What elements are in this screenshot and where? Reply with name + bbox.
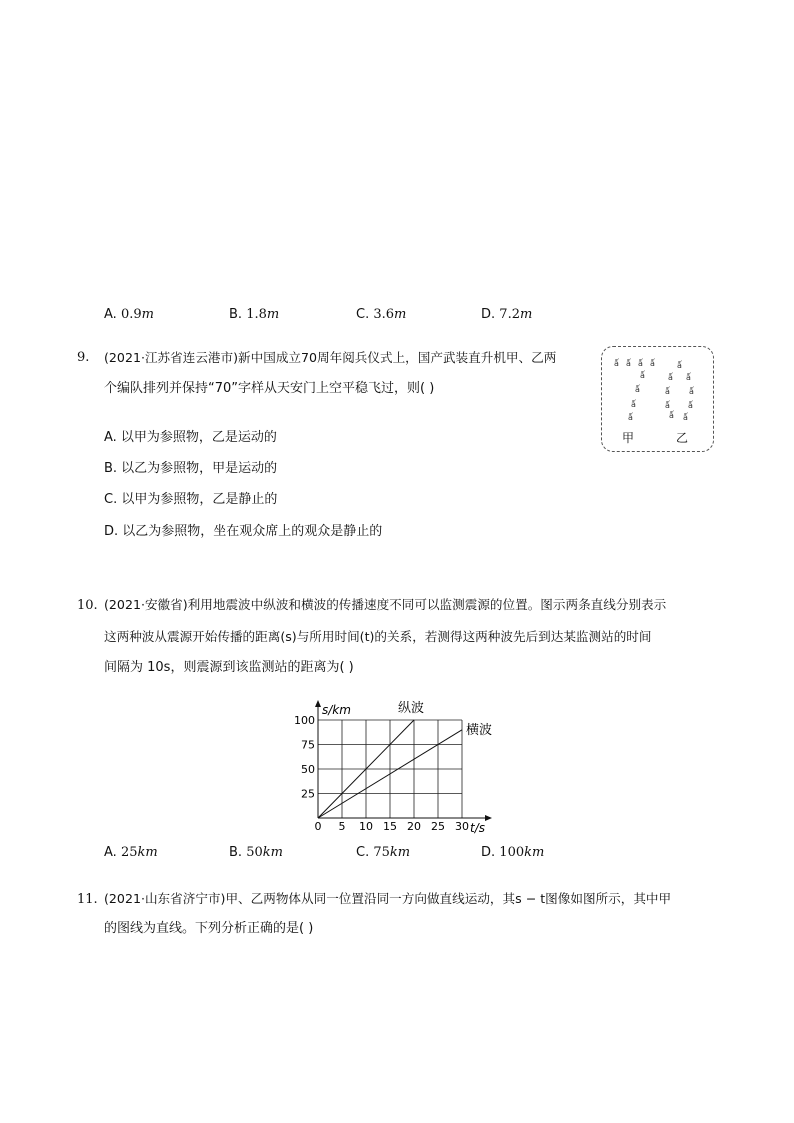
helicopter-icon: ǻ	[669, 411, 674, 420]
helicopter-icon: ǻ	[665, 401, 670, 410]
helicopter-icon: ǻ	[650, 359, 655, 368]
x-tick-label: 30	[455, 820, 469, 833]
y-tick-label: 25	[301, 787, 315, 801]
y-tick-label: 100	[294, 714, 315, 727]
formation-label-yi: 乙	[676, 431, 689, 445]
q10-number: 10.	[77, 598, 98, 613]
x-tick-label: 15	[383, 820, 397, 833]
q10-option-b[interactable]: B. 50km	[229, 845, 283, 860]
helicopter-icon: ǻ	[668, 373, 673, 382]
helicopter-icon: ǻ	[628, 413, 633, 422]
x-tick-label: 5	[338, 820, 346, 833]
x-tick-label: 10	[359, 820, 373, 833]
q10-stem-line2: 这两种波从震源开始传播的距离(s)与所用时间(t)的关系，若测得这两种波先后到达某监测站的时间	[104, 629, 652, 644]
q8-option-b[interactable]: B. 1.8m	[229, 307, 280, 322]
q9-choice-b[interactable]: B. 以乙为参照物，甲是运动的	[104, 461, 278, 476]
q9-choice-a[interactable]: A. 以甲为参照物，乙是运动的	[104, 430, 277, 445]
q10-option-c[interactable]: C. 75km	[356, 845, 411, 860]
helicopter-icon: ǻ	[665, 387, 670, 396]
q10-option-a[interactable]: A. 25km	[104, 845, 158, 860]
q9-stem-line1: (2021·江苏省连云港市)新中国成立70周年阅兵仪式上，国产武装直升机甲、乙两	[104, 350, 557, 365]
q10-option-d[interactable]: D. 100km	[481, 845, 545, 860]
q8-options	[104, 307, 584, 327]
helicopter-icon: ǻ	[626, 359, 631, 368]
y-axis-label: s/km	[322, 703, 351, 717]
helicopter-icon: ǻ	[688, 401, 693, 410]
q11-stem-line2: 的图线为直线。下列分析正确的是( )	[104, 921, 314, 936]
helicopter-icon: ǻ	[614, 359, 619, 368]
helicopter-icon: ǻ	[689, 387, 694, 396]
x-tick-label: 0	[314, 820, 322, 833]
q9-number: 9.	[77, 350, 90, 365]
helicopter-icon: ǻ	[640, 371, 645, 380]
y-tick-label: 75	[301, 738, 315, 752]
helicopter-icon: ǻ	[683, 413, 688, 422]
q10-stem-line3: 间隔为 10s，则震源到该监测站的距离为( )	[104, 660, 354, 675]
q8-option-a[interactable]: A. 0.9m	[104, 307, 154, 322]
x-axis-arrow	[485, 815, 492, 821]
helicopter-icon: ǻ	[677, 361, 682, 370]
x-tick-label: 25	[431, 820, 445, 833]
helicopter-icon: ǻ	[631, 400, 636, 409]
q9-choice-c[interactable]: C. 以甲为参照物，乙是静止的	[104, 492, 278, 507]
q11-stem-line1: (2021·山东省济宁市)甲、乙两物体从同一位置沿同一方向做直线运动，其s − t图像如图所示，其中甲	[104, 891, 672, 906]
formation-label-jia: 甲	[622, 431, 635, 445]
q10-stem-line1: (2021·安徽省)利用地震波中纵波和横波的传播速度不同可以监测震源的位置。图示两条直线分别表示	[104, 597, 667, 612]
helicopter-icon: ǻ	[638, 359, 643, 368]
q9-choice-d[interactable]: D. 以乙为参照物，坐在观众席上的观众是静止的	[104, 524, 383, 539]
q8-option-d[interactable]: D. 7.2m	[481, 307, 533, 322]
helicopter-icon: ǻ	[686, 373, 691, 382]
series-label-transverse: 横波	[466, 722, 493, 738]
y-tick-label: 50	[301, 763, 315, 776]
x-axis-label: t/s	[470, 821, 485, 835]
x-tick-label: 20	[407, 820, 421, 833]
q8-option-c[interactable]: C. 3.6m	[356, 307, 407, 322]
q11-number: 11.	[77, 892, 98, 907]
helicopter-icon: ǻ	[635, 385, 640, 394]
series-label-longitudinal: 纵波	[398, 701, 425, 716]
q10-options	[104, 845, 584, 865]
q9-formation-figure	[601, 346, 714, 452]
seismic-wave-chart	[290, 690, 510, 840]
y-axis-arrow	[315, 700, 321, 707]
q9-stem-line2: 个编队排列并保持“70”字样从天安门上空平稳飞过，则( )	[104, 381, 435, 396]
